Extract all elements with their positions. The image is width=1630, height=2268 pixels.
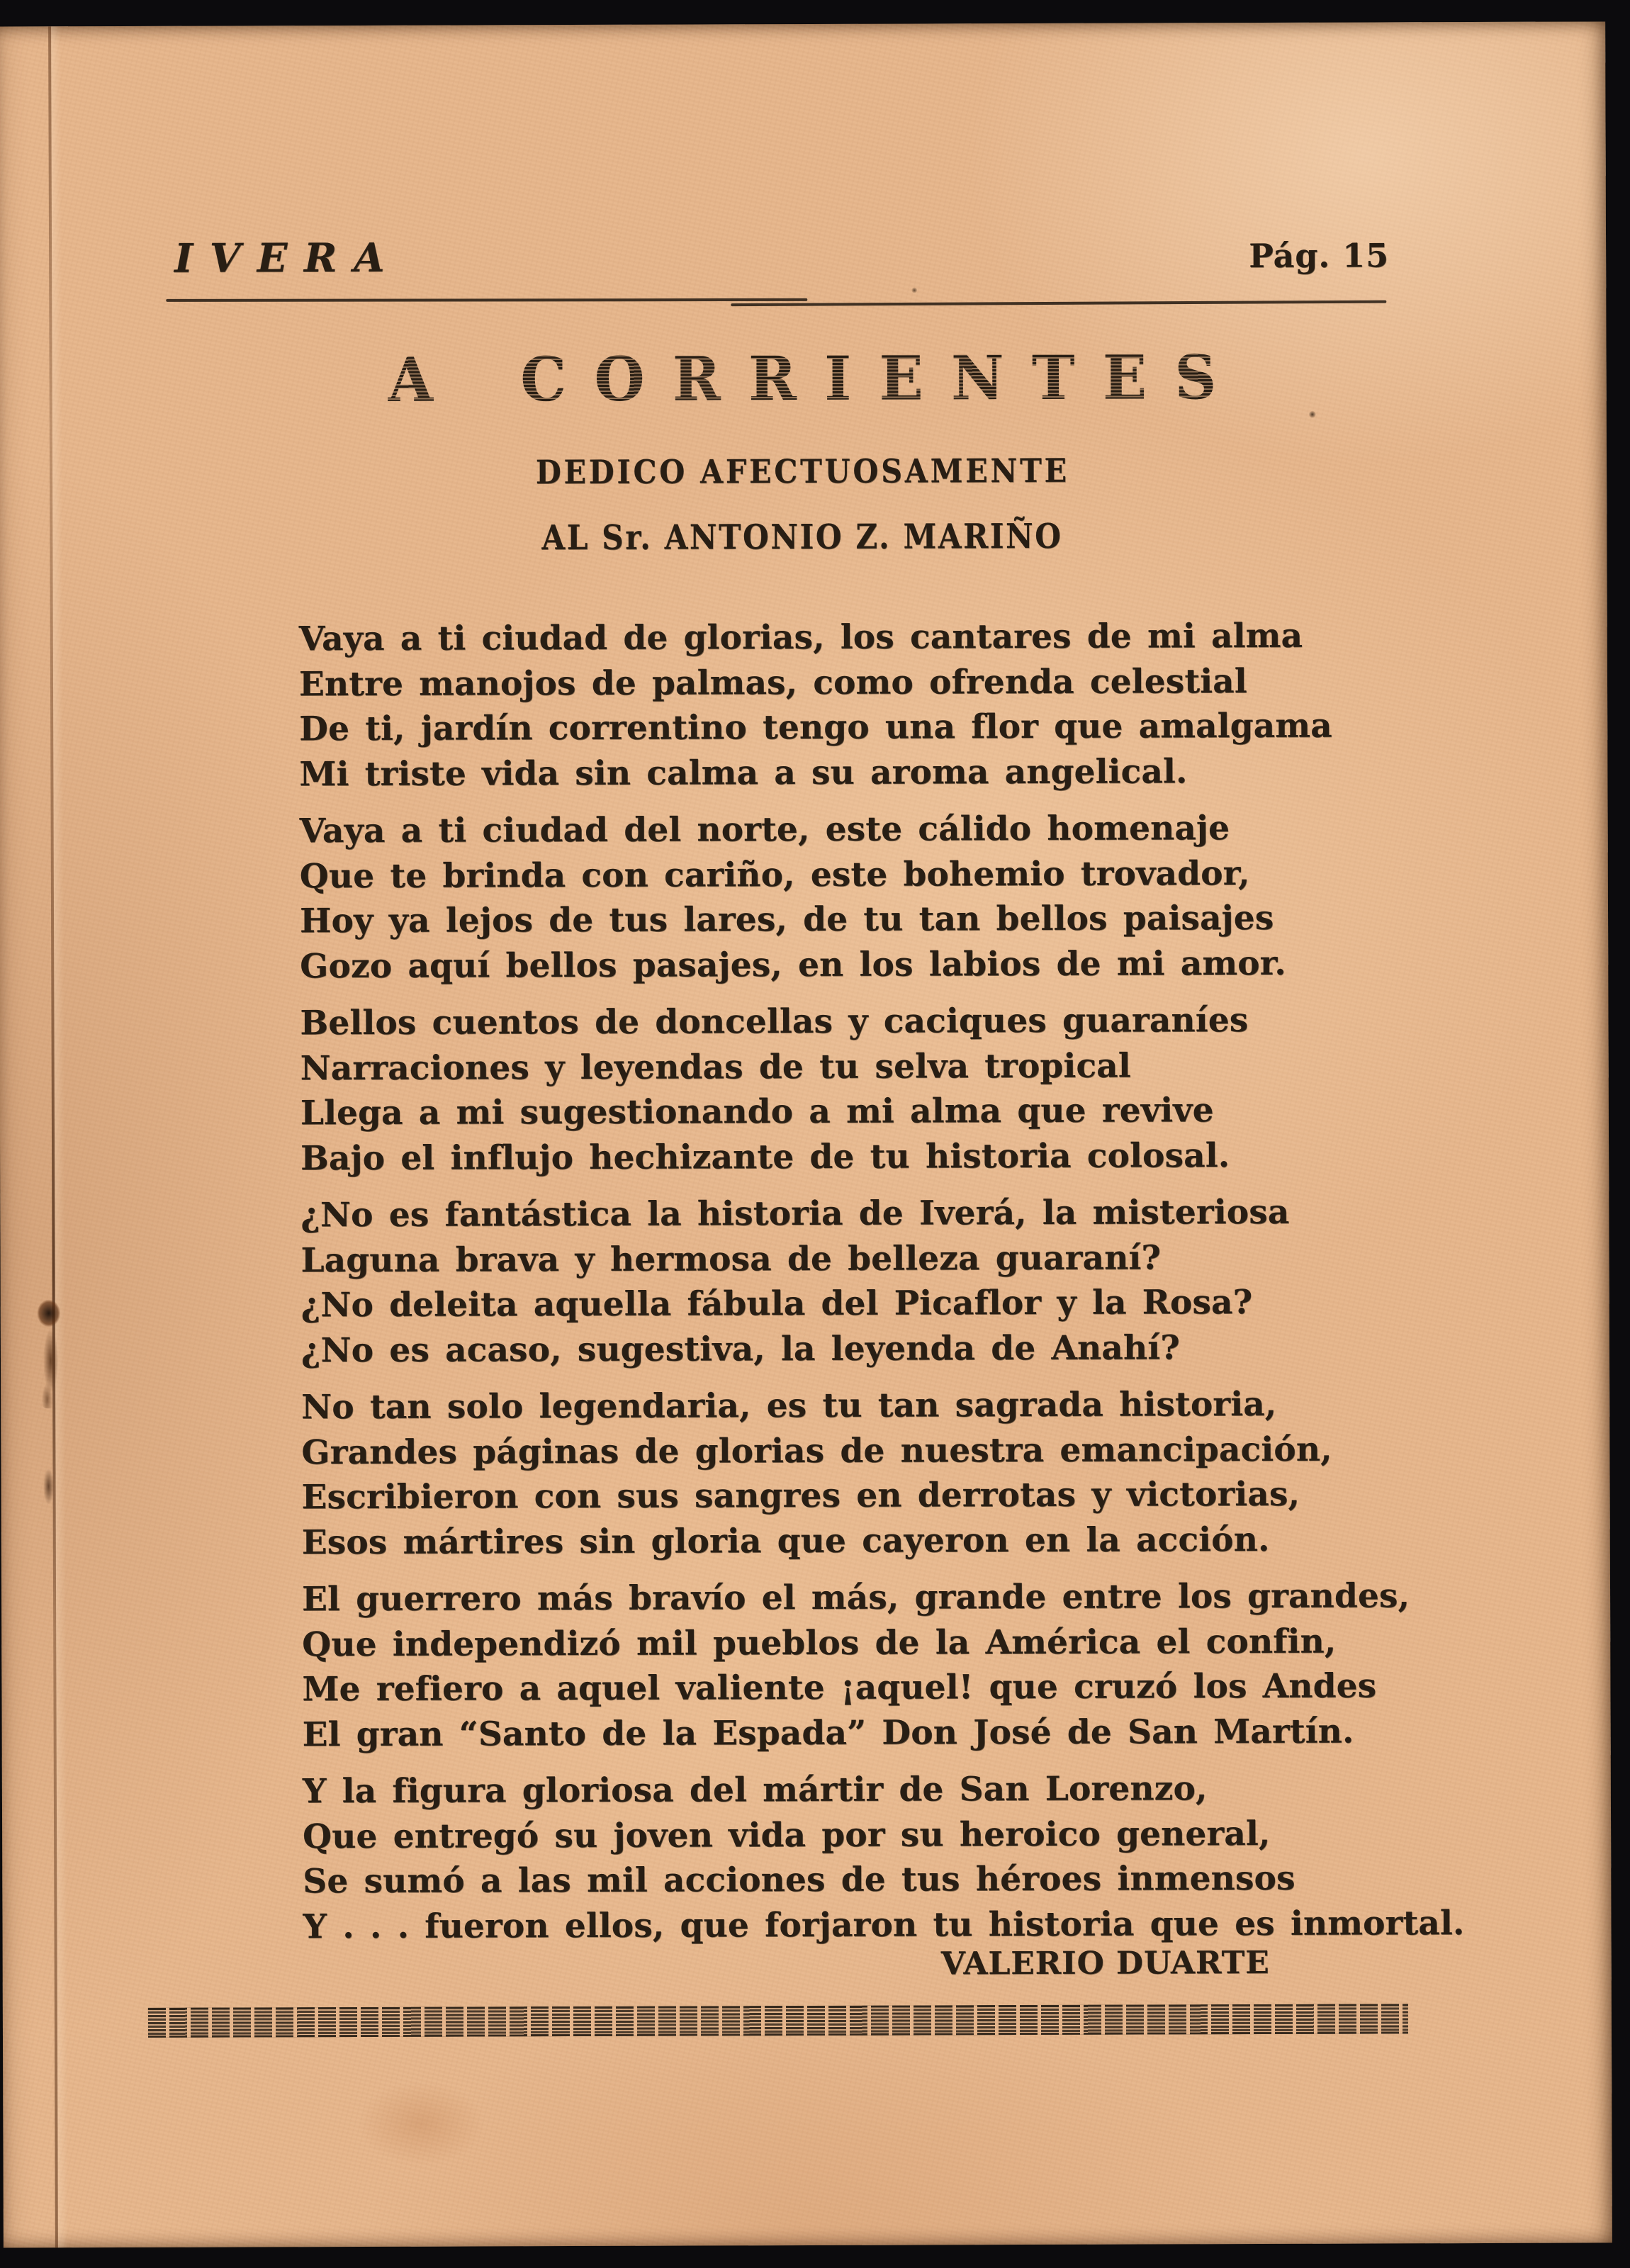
- poem-title-row: [0, 342, 1607, 416]
- stanza: [303, 1765, 1465, 1949]
- dedication-line-2: [0, 517, 1607, 556]
- dedication-text-1: DEDICO AFECTUOSAMENTE: [535, 451, 1069, 492]
- poem-line: Se sumó a las mil acciones de tus héroes inmensos: [303, 1858, 1295, 1902]
- poem-line: De ti, jardín correntino tengo una flor que amalgama: [299, 706, 1332, 749]
- poem-line: Grandes páginas de glorias de nuestra emancipación,: [301, 1430, 1332, 1472]
- tear-mark-flaw: [38, 1458, 59, 1515]
- poem-line: Llega a mi sugestionando a mi alma que revive: [300, 1091, 1214, 1133]
- poem-line: Que independizó mil pueblos de la América el confin,: [302, 1622, 1337, 1664]
- header-rule-left: [166, 298, 807, 302]
- ink-speck: [1309, 411, 1316, 418]
- poem-line: ¿No es fantástica la historia de Iverá, la misteriosa: [300, 1192, 1290, 1235]
- poem-line: Y la figura gloriosa del mártir de San Lorenzo,: [302, 1769, 1208, 1812]
- stanza: [300, 1189, 1463, 1373]
- poem-line: Gozo aquí bellos pasajes, en los labios de mi amor.: [300, 943, 1286, 986]
- stanza: [299, 613, 1461, 797]
- poem-title: A CORRIENTES: [360, 347, 1244, 411]
- author-signature: VALERIO DUARTE: [940, 1944, 1270, 1982]
- header-rule-right: [731, 301, 1386, 307]
- paper-stain: [357, 2080, 485, 2166]
- poem-line: Hoy ya lejos de tus lares, de tu tan bellos paisajes: [299, 898, 1274, 941]
- book-page: [0, 21, 1612, 2247]
- poem-line: Que te brinda con cariño, este bohemio trovador,: [299, 853, 1250, 896]
- stanza: [300, 997, 1462, 1181]
- poem-body: [299, 613, 1465, 1961]
- poem-line: No tan solo legendaria, es tu tan sagrada historia,: [301, 1384, 1277, 1427]
- poem-line: ¿No es acaso, sugestiva, la leyenda de Anahí?: [300, 1327, 1181, 1370]
- poem-line: Narraciones y leyendas de tu selva tropical: [300, 1046, 1131, 1088]
- poem-line: Que entregó su joven vida por su heroico general,: [303, 1814, 1271, 1856]
- poem-line: Me refiero a aquel valiente ¡aquel! que cruzó los Andes: [302, 1666, 1377, 1710]
- poem-line: ¿No deleita aquella fábula del Picaflor y la Rosa?: [300, 1283, 1253, 1325]
- poem-line: Vaya a ti ciudad del norte, este cálido homenaje: [299, 809, 1230, 851]
- stanza: [302, 1573, 1464, 1757]
- dedication-text-2: AL Sr. ANTONIO Z. MARIÑO: [541, 516, 1063, 558]
- poem-line: Y . . . fueron ellos, que forjaron tu historia que es inmortal.: [303, 1903, 1465, 1946]
- poem-line: Entre manojos de palmas, como ofrenda celestial: [298, 661, 1247, 704]
- poem-line: Mi triste vida sin calma a su aroma angelical.: [299, 751, 1188, 794]
- ornamental-border: [148, 2004, 1408, 2038]
- poem-line: Vaya a ti ciudad de glorias, los cantares de mi alma: [298, 616, 1303, 659]
- poem-line: Bajo el influjo hechizante de tu historia colosal.: [300, 1135, 1230, 1178]
- poem-line: El gran “Santo de la Espada” Don José de San Martín.: [302, 1712, 1354, 1754]
- poem-line: Bellos cuentos de doncellas y caciques guaraníes: [300, 1001, 1249, 1043]
- dedication-line-1: [0, 452, 1607, 490]
- poem-line: Escribieron con sus sangres en derrotas y victorias,: [301, 1474, 1300, 1517]
- poem-line: Laguna brava y hermosa de belleza guaraní?: [300, 1237, 1162, 1280]
- poem-line: Esos mártires sin gloria que cayeron en la acción.: [301, 1520, 1270, 1562]
- masthead: IVERA: [174, 234, 402, 282]
- stanza: [301, 1381, 1463, 1565]
- stanza: [300, 805, 1462, 989]
- poem-line: El guerrero más bravío el más, grande entre los grandes,: [301, 1576, 1410, 1619]
- ink-speck: [911, 287, 917, 293]
- page-number: Pág. 15: [1249, 236, 1390, 276]
